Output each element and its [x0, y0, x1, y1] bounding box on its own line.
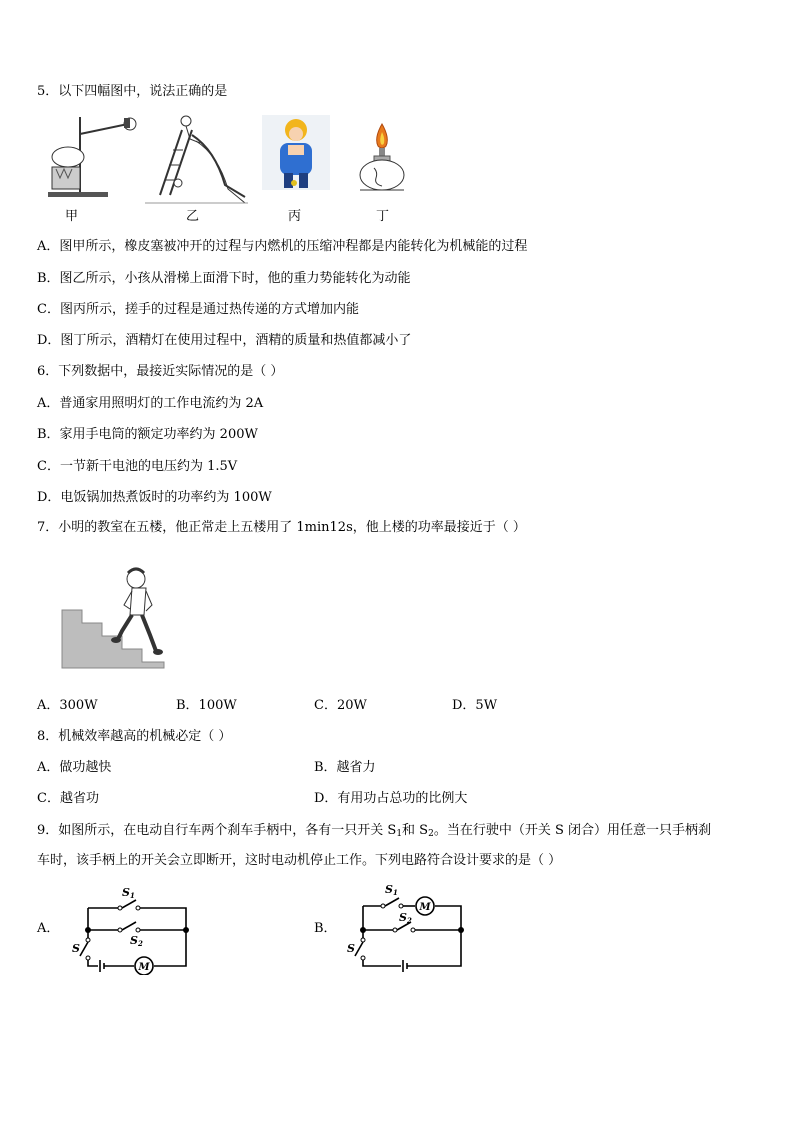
q9-option-b-label: B．	[314, 921, 337, 936]
q8-option-a: A．做功越快	[37, 760, 112, 775]
q7-option-d: D．5W	[452, 698, 498, 713]
q9-stem-line2: 车时，该手柄上的开关会立即断开，这时电动机停止工作。下列电路符合设计要求的是（ ）	[37, 853, 562, 868]
figure-boy-climbing-stairs	[60, 565, 170, 670]
q5-stem: 5．以下四幅图中，说法正确的是	[37, 84, 228, 99]
q5-option-d: D．图丁所示，酒精灯在使用过程中，酒精的质量和热值都减小了	[37, 333, 412, 348]
q6-option-a: A．普通家用照明灯的工作电流约为 2A	[37, 396, 264, 411]
q8-stem: 8．机械效率越高的机械必定（ ）	[37, 729, 232, 744]
q9-option-a-label: A．	[37, 921, 60, 936]
figure-yi-slide-illustration	[140, 115, 250, 205]
q5-option-a: A．图甲所示，橡皮塞被冲开的过程与内燃机的压缩冲程都是内能转化为机械能的过程	[37, 239, 528, 254]
q8-option-b: B．越省力	[314, 760, 376, 775]
figure-ding-alcohol-lamp	[352, 120, 412, 195]
circuit-b-s-label: S	[347, 942, 355, 955]
q8-option-c: C．越省功	[37, 791, 99, 806]
q8-option-d: D．有用功占总功的比例大	[314, 791, 468, 806]
figure-bing-child-photo	[262, 115, 330, 190]
circuit-a-s1-label: S	[122, 886, 130, 899]
q5-option-b: B．图乙所示，小孩从滑梯上面滑下时，他的重力势能转化为动能	[37, 271, 411, 286]
svg-text:S2: S2	[399, 911, 412, 925]
svg-text:S1: S1	[385, 883, 398, 897]
circuit-b-s2-label: S	[399, 911, 407, 924]
circuit-b-motor-label: M	[419, 902, 431, 913]
q6-stem: 6．下列数据中，最接近实际情况的是（ ）	[37, 364, 284, 379]
svg-text:S1: S1	[122, 886, 135, 900]
circuit-diagram-b	[345, 880, 470, 975]
q5-option-c: C．图丙所示，搓手的过程是通过热传递的方式增加内能	[37, 302, 359, 317]
circuit-a-s-label: S	[72, 942, 80, 955]
q6-option-b: B．家用手电筒的额定功率约为 200W	[37, 427, 258, 442]
figure-label-bing: 丙	[288, 209, 302, 224]
q6-option-d: D．电饭锅加热煮饭时的功率约为 100W	[37, 490, 272, 505]
circuit-diagram-a	[70, 880, 195, 975]
figure-label-jia: 甲	[65, 209, 79, 224]
q7-option-c: C．20W	[314, 698, 367, 713]
q9-stem-line1: 9．如图所示，在电动自行车两个刹车手柄中，各有一只开关 $S_1$和 $S_2$。当在行驶中（开关 S 闭合）用任意一只手柄刹	[37, 823, 711, 839]
q7-stem: 7．小明的教室在五楼，他正常走上五楼用了 1min12s，他上楼的功率最接近于（ ）	[37, 520, 526, 535]
circuit-a-s2-label: S	[130, 934, 138, 947]
circuit-a-motor-label: M	[138, 962, 150, 973]
q7-option-a: A．300W	[37, 698, 98, 713]
circuit-b-s1-label: S	[385, 883, 393, 896]
q7-option-b: B．100W	[176, 698, 237, 713]
figure-jia-flask-illustration	[38, 112, 148, 202]
svg-text:S2: S2	[130, 934, 143, 948]
figure-label-yi: 乙	[186, 209, 200, 224]
figure-label-ding: 丁	[376, 209, 390, 224]
q6-option-c: C．一节新干电池的电压约为 1.5V	[37, 459, 238, 474]
